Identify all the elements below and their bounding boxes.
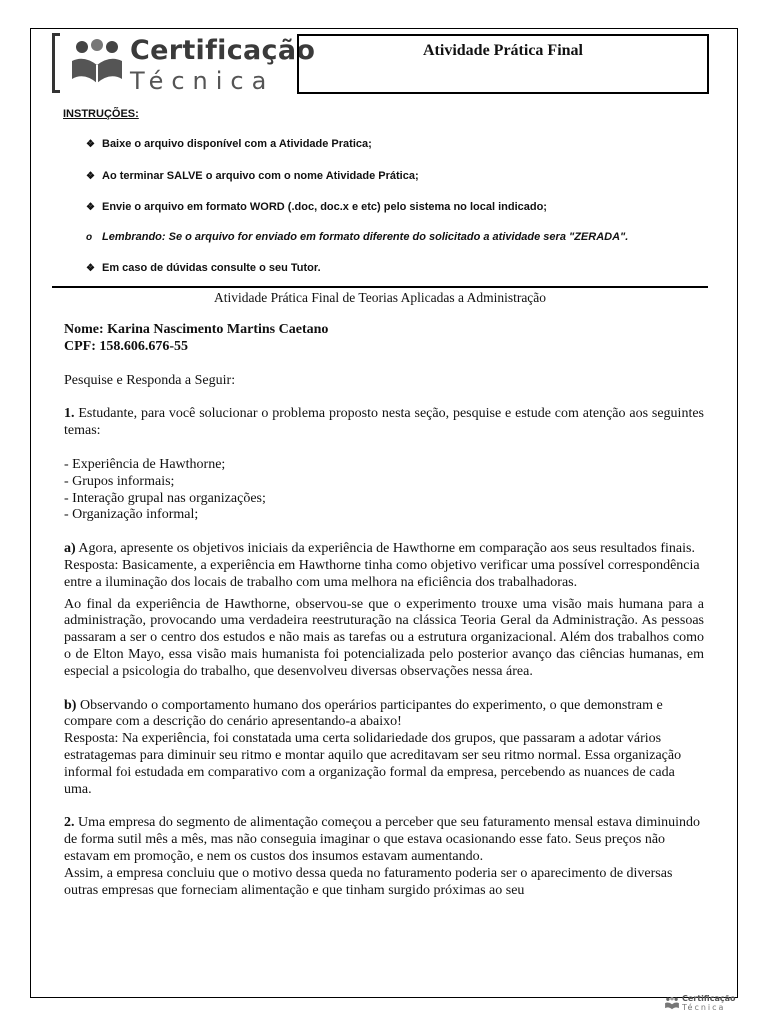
people-reading-book-icon	[664, 996, 680, 1012]
question-label: b)	[64, 697, 77, 713]
instruction-item	[86, 138, 372, 150]
logo-bracket	[52, 33, 60, 93]
logo-line-2: Técnica	[130, 67, 275, 95]
instruction-item	[86, 201, 547, 213]
intro-text: Pesquise e Responda a Seguir:	[64, 372, 236, 388]
instruction-item	[86, 170, 419, 182]
instruction-text: Em caso de dúvidas consulte o seu Tutor.	[102, 262, 321, 274]
bullet: ❖	[86, 263, 95, 274]
answer-a-paragraph: Ao final da experiência de Hawthorne, observou-se que o experimento trouxe uma visão mais humana para a administração, provocando uma verdadeira reestruturação na clássica Teoria Geral da Administração. As pessoas passaram a ser o centro dos estudos e não mais as tarefas ou a estrutura organizacional. Além dos trabalhos como o de Elton Mayo, essa visão mais humanista foi potencializada pelo posterior avanço das ciências humanas, em especial a psicologia do trabalho, que desenvolveu diversas observações nessa área.	[64, 596, 704, 679]
answer-b: Resposta: Na experiência, foi constatada uma certa solidariedade dos grupos, que passaram a adotar vários estratagemas para diminuir seu ritmo e montar aquilo que acreditavam ser seu ritmo normal. Essa organização informal foi estudada em comparativo com a organização formal da empresa, percebendo as nuances de cada uma.	[64, 731, 682, 797]
question-2	[64, 815, 704, 865]
instructions-heading: INSTRUÇÕES:	[63, 108, 139, 120]
certificacao-tecnica-logo	[52, 33, 316, 95]
logo-line-1: Certificação	[130, 35, 316, 66]
document-body	[64, 322, 704, 899]
footer-logo-line-1: Certificação	[682, 994, 736, 1003]
bullet: o	[86, 232, 93, 243]
question-b	[64, 698, 704, 732]
answer-a: Resposta: Basicamente, a experiência em Hawthorne tinha como objetivo verificar uma possível correspondência entre a iluminação dos locais de trabalho com uma melhora na eficiência dos trabalhadoras.	[64, 557, 700, 590]
student-name: Nome: Karina Nascimento Martins Caetano	[64, 322, 329, 337]
topic-item: - Organização informal;	[64, 507, 199, 523]
question-label: a)	[64, 541, 76, 557]
question-number: 2.	[64, 815, 75, 831]
topic-item: - Interação grupal nas organizações;	[64, 490, 266, 506]
question-1	[64, 406, 704, 440]
topic-item: - Experiência de Hawthorne;	[64, 456, 226, 472]
question-text: Observando o comportamento humano dos operários participantes do experimento, o que demonstram e compare com a descrição do cenário apresentando-a abaixo!	[64, 697, 663, 730]
activity-title: Atividade Prática Final de Teorias Aplicadas a Administração	[213, 290, 547, 305]
bullet: ❖	[86, 202, 95, 213]
instruction-text: Ao terminar SALVE o arquivo com o nome Atividade Prática;	[102, 170, 419, 182]
topic-item: - Grupos informais;	[64, 473, 175, 489]
people-reading-book-icon	[68, 39, 126, 89]
horizontal-rule	[52, 286, 708, 288]
footer-logo	[664, 994, 736, 1016]
question-text: Agora, apresente os objetivos iniciais da experiência de Hawthorne em comparação aos seus resultados finais.	[75, 541, 695, 557]
document-title: Atividade Prática Final	[423, 42, 583, 59]
question-text: Uma empresa do segmento de alimentação começou a perceber que seu faturamento mensal estava diminuindo de forma sutil mês a mês, mas não conseguia imaginar o que estava ocasionando esse fato. Seus preços não estavam em promoção, e nem os custos dos insumos estavam aumentando.	[64, 815, 700, 864]
student-cpf: CPF: 158.606.676-55	[64, 338, 189, 354]
question-2-continued: Assim, a empresa concluiu que o motivo dessa queda no faturamento poderia ser o aparecimento de diversas outras empresas que forneciam alimentação e que tinham surgido próximas ao seu	[64, 865, 673, 898]
instruction-text: Envie o arquivo em formato WORD (.doc, doc.x e etc) pelo sistema no local indicado;	[102, 201, 547, 213]
footer-logo-line-2: Técnica	[682, 1003, 726, 1012]
instruction-item	[86, 231, 628, 243]
instruction-text: Baixe o arquivo disponível com a Atividade Pratica;	[102, 138, 372, 150]
question-number: 1.	[64, 406, 75, 422]
instruction-text: Lembrando: Se o arquivo for enviado em formato diferente do solicitado a atividade sera "ZERADA".	[102, 231, 629, 243]
question-text: Estudante, para você solucionar o problema proposto nesta seção, pesquise e estude com atenção aos seguintes temas:	[64, 406, 704, 439]
bullet: ❖	[86, 171, 95, 182]
document-title-box	[297, 34, 709, 94]
instruction-item	[86, 262, 321, 274]
bullet: ❖	[86, 139, 95, 150]
question-a	[64, 541, 704, 558]
